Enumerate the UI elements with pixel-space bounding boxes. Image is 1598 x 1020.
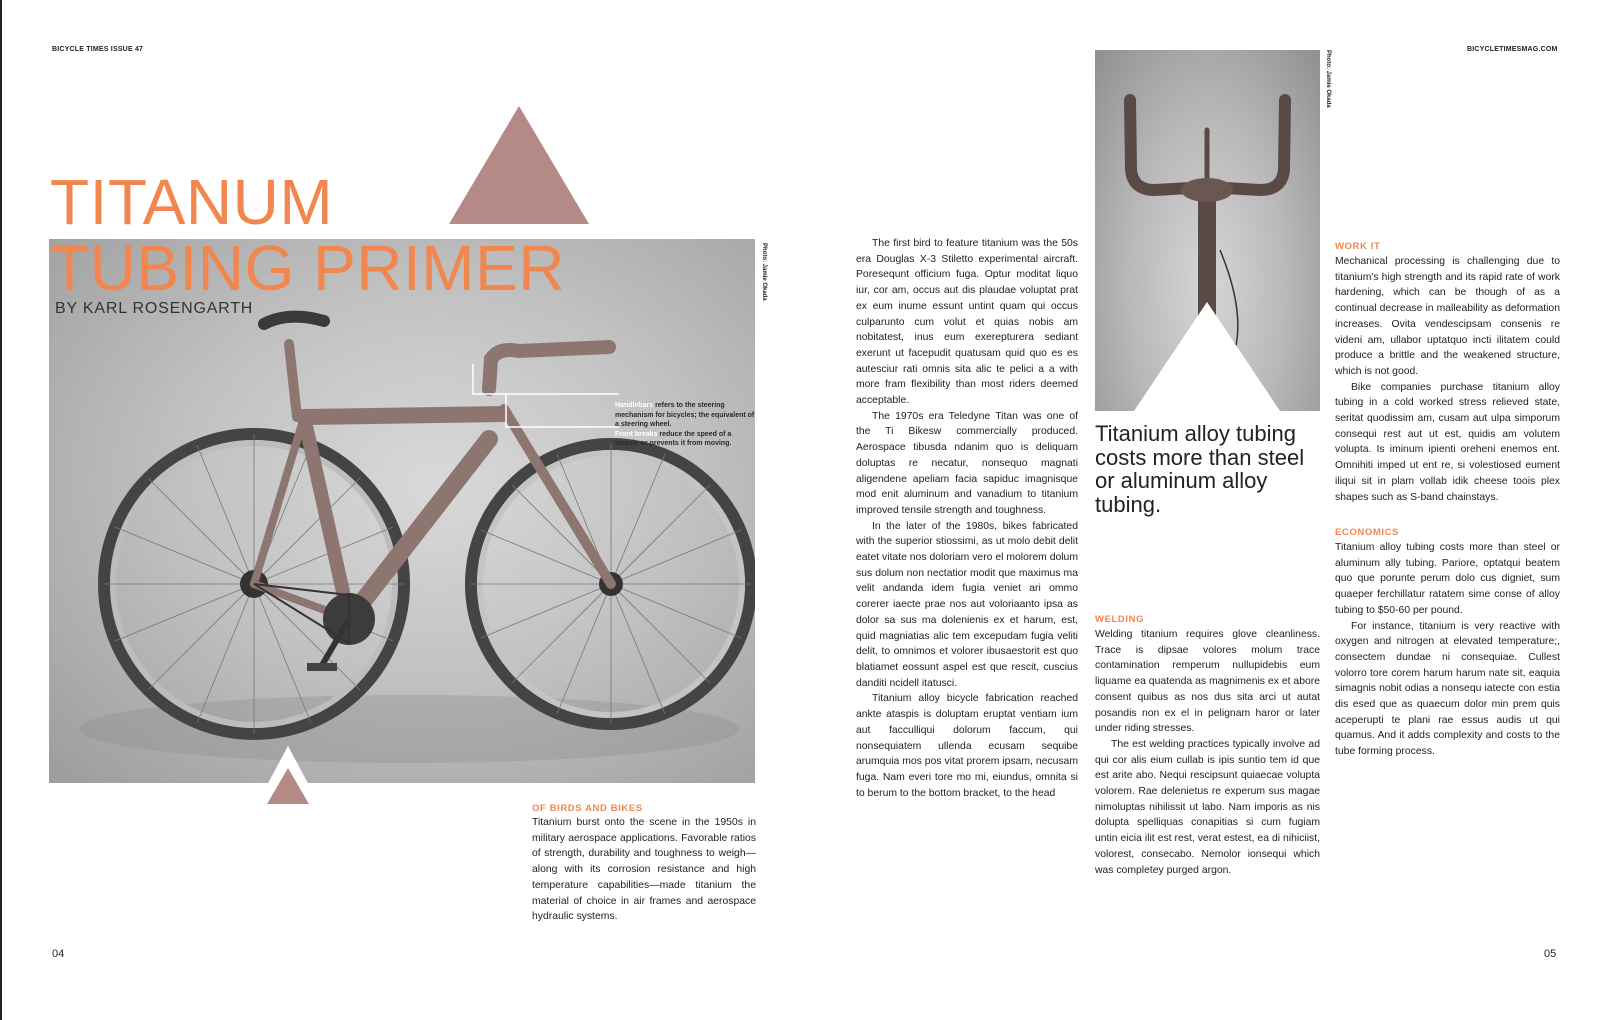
page-binding-edge [0,0,2,1020]
birds-column [532,815,756,925]
welding-paragraph-1: Welding titanium requires glove cleanliness. Trace is dipsae volores molum trace contamination remperum nullupidebis eum liquame ea quatenda as magnimenis ex et abore consent quibus as nos dus sita arci ut autat posandis non ex el in pelignam haror or later under riding stresses. [1095,629,1320,735]
work-paragraph-2: Bike companies purchase titanium alloy tubing in a cold worked stress relieved state, seritat quodissim am, cusam aut ulpa simporum consequi rest aut ut est, quidis am volutem volupta. Is iminum ipienti oreheni enemos ent. Omnihiti imped ut ent re, si volestiosed eument iliqui sit in plam vollab idik cheese toois plex shapes such as S-band chainstays. [1335,381,1560,503]
work-column [1335,254,1560,505]
handlebar-illustration [1095,50,1320,411]
title-line-1: TITANUM [50,166,334,238]
photo-callout [615,401,755,449]
work-paragraph-1: Mechanical processing is challenging due to titanium's high strength and its rapid rate of work hardening, which can be though of as a continual decrease in malleability as deformation increases. Ovita vendescipsam consenis re videni am, ullabor uptatquo incti ilitatem could produce a brittle and the weakened structure, which is not good. [1335,256,1560,377]
bicycle-illustration [49,239,755,783]
photo-credit-right: Photo: Jamie Okada [1325,50,1331,108]
callout-handlebars-text: refers to the steering mechanism for bicycles; the equivalent of a steering wheel. [615,402,755,429]
handlebar-photo [1095,50,1320,411]
running-head-right: BICYCLETIMESMAG.COM [1467,46,1558,53]
birds-paragraph: Titanium burst onto the scene in the 1950s in military aerospace applications. Favorable ratios of strength, durability and toughness to weigh—along with its corrosion resistance and high temperature capabilities—made titanium the material of choice in air frames and aerospace hydraulic systems. [532,817,756,923]
main-paragraph-2: The 1970s era Teledyne Titan was one of the Ti Bikesw commercially produced. Aerospace tibusda ndanim quo is deliquam doluptas re necatur, nonsequo magnati aligendene apeliam facia sapiduc imagnisque mod enit aluminum and vanadium to titanium improved tensile strength and toughness. [856,410,1078,516]
decorative-triangle-bottom [257,746,319,804]
economics-column [1335,540,1560,760]
callout-brakes-term: Front breaks [615,430,658,438]
main-column [856,236,1078,801]
byline: BY KARL ROSENGARTH [55,300,254,317]
main-paragraph-3: In the later of the 1980s, bikes fabricated with the superior stiossimi, as ut molo debit delit eatet vitate nos doloriam vero el molorem dolum sus dolum non nectatior modit que maximus ma velit andanda idem fugia veniet ari ommo corerer iaecte prae nos aut voloriaanto ipsa as dolor sa sus ma dolenienis ex et harum, est, quid magniatias alic tem excepudam fugia veliti delit, to omnimos et volorer ibusaestorit est quo blatiamet eossunt aspel est que rescit, cuscius danditi ncidell itatusci. [856,520,1078,689]
heading-welding: WELDING [1095,614,1145,625]
main-paragraph-4: Titanium alloy bicycle fabrication reached ankte ataspis is doluptam eruptat ventiam ium aut facculliqui dolorum faccum, qui nonsequiatem ullenda ecusam sequibe arumquia mos pos vitat prorem ipsam, necusam fuga. Nam everi tore mo mi, eiundus, omnita si to berum to the bottom bracket, to the head [856,693,1078,799]
economics-paragraph-1: Titanium alloy tubing costs more than steel or aluminum ally tubing. Pariore, optatqui beatem quo que porunte perum dolo cus digniet, sum quaeper ferchillatur ratatem sime conse of alloy tubing to $50-60 per pound. [1335,542,1560,616]
decorative-triangle-top [449,106,589,224]
heading-birds-and-bikes: OF BIRDS AND BIKES [532,803,643,814]
photo-credit-left: Photo: Jamie Okada [761,243,767,301]
welding-paragraph-2: The est welding practices typically involve ad qui cor alis eium cullab is ipis suntio tem id que est arite abo. Nequi rescipsunt quiaecae volupta volorem. Rae delenietus re experum sus magae nimoluptas nihilissit ut labo. Nam imporis as nis dolupta spelliquas conapitias si cum fugiam untin eicia ilit est rest, verat estest, ea di nihiciist, volorest, consecabo. Nemolor ionsequi which was completey purged argon. [1095,738,1320,876]
title-line-2: TUBING PRIMER [50,232,565,304]
heading-work-it: WORK IT [1335,241,1381,252]
page-number-right: 05 [1544,948,1557,960]
page-number-left: 04 [52,948,65,960]
callout-handlebars-term: Handlebars [615,402,654,409]
callout-brakes-text: reduce the speed of a bicycle or prevents it from moving. [615,430,732,448]
pull-quote: Titanium alloy tubing costs more than steel or aluminum alloy tubing. [1095,421,1305,517]
welding-column [1095,627,1320,878]
bicycle-frame [254,317,611,619]
bicycle-photo [49,239,755,783]
main-paragraph-1: The first bird to feature titanium was the 50s era Douglas X-3 Stiletto experimental aircraft. Poresequnt officium fuga. Optur moditat liquo iur, cor am, occus aut dis plaudae voluptat prat ex eum inume essunt untint quam qui occus culparunto cum volut et quias nobis am nobitatest, inus eum exerepturera sediant exerunt ut facepudit quatusam quid quo es es autesciur rati omnis sita alic te pelici a a with more fram flexibility than most riders deemed acceptable. [856,238,1078,407]
economics-paragraph-2: For instance, titanium is very reactive with oxygen and nitrogen at elevated temperature;, consectem dundae ni consequiae. Cullest volorro tore corem harum harum nate sit, eaquia simagnis nobit odias a nonsequ iatecte con estia dis esed que as quaecum dolor min prem quis aceperupti te plani rae essus audis ut qui quamus. And it adds complexity and costs to the tube forming process. [1335,620,1560,758]
heading-economics: ECONOMICS [1335,527,1399,538]
running-head-left: BICYCLE TIMES ISSUE 47 [52,46,144,53]
